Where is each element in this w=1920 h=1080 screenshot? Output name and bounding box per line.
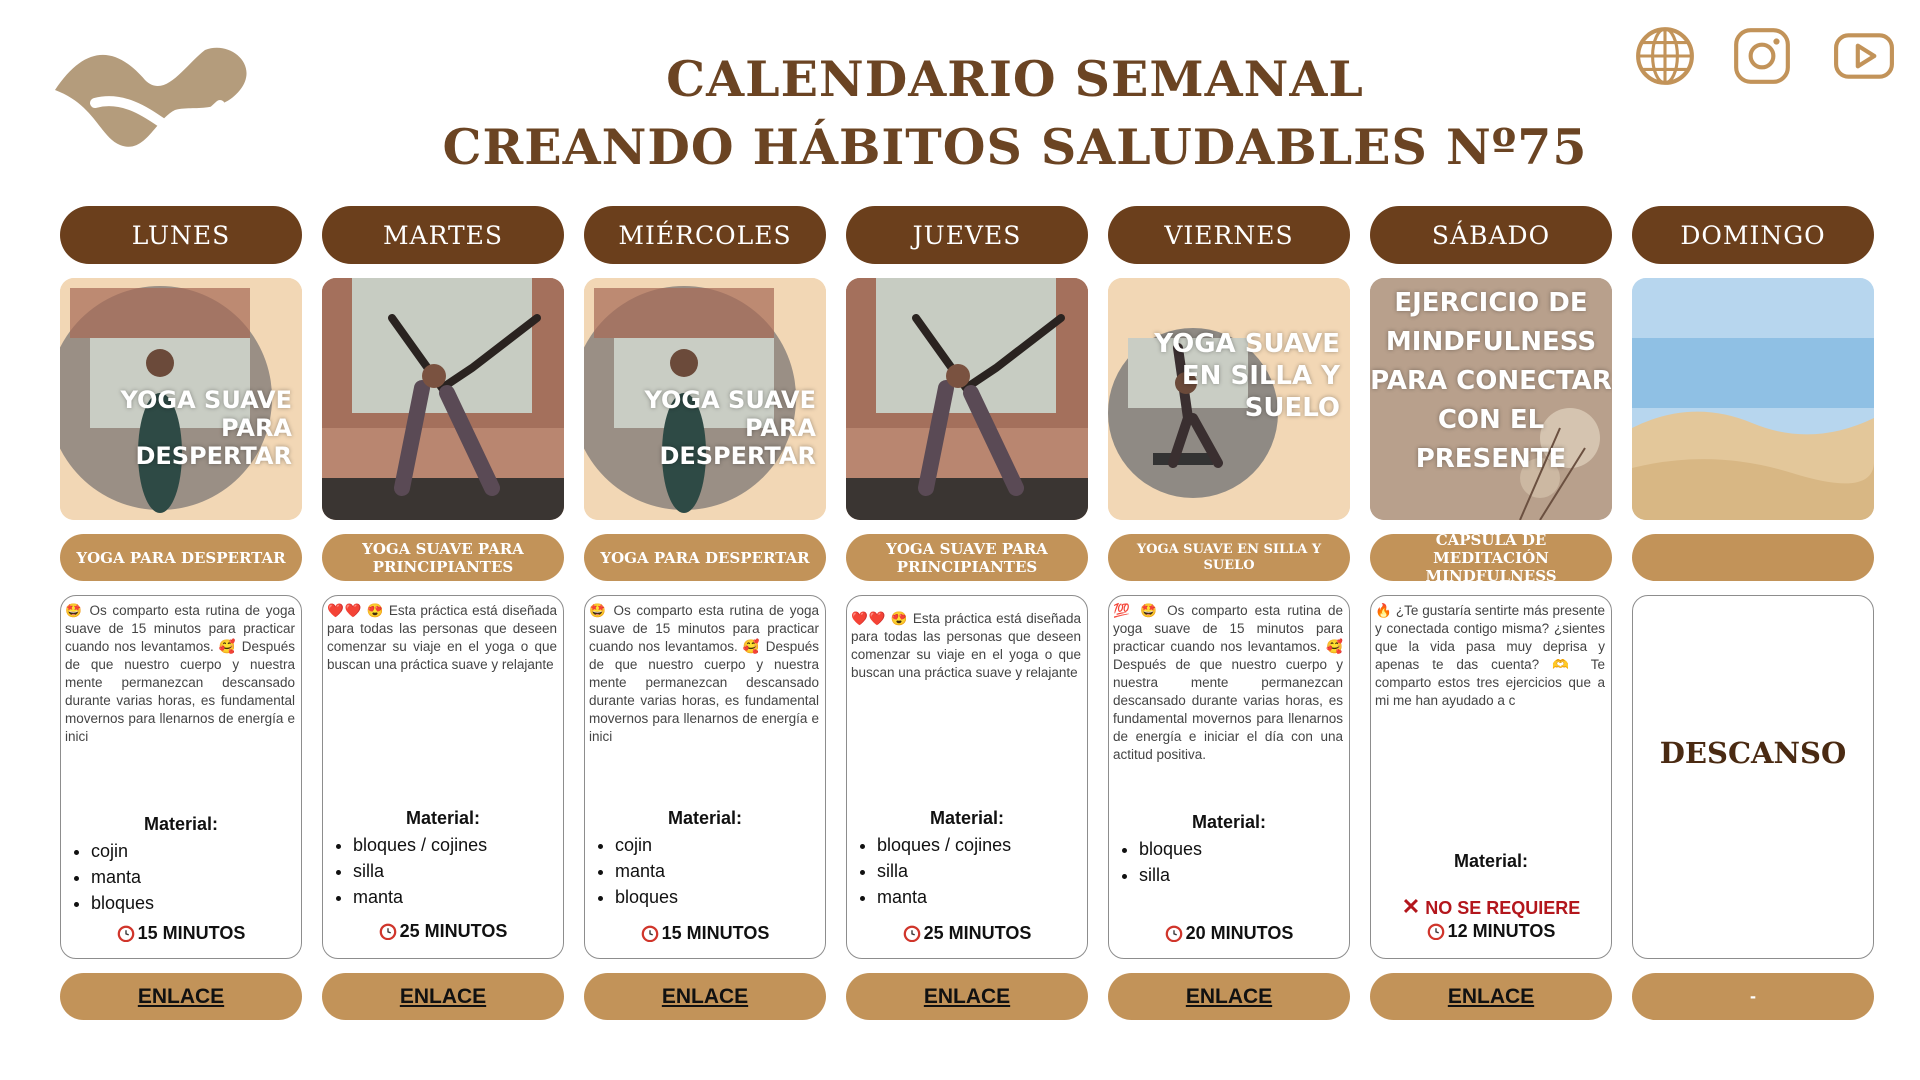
material-item: • bloques [615, 884, 678, 910]
day-header: MIÉRCOLES [584, 206, 826, 264]
social-links [1634, 25, 1900, 87]
alarm-clock-icon [1165, 924, 1183, 942]
video-thumbnail[interactable] [322, 278, 564, 520]
material-item: • manta [91, 864, 154, 890]
material-item: • bloques / cojines [877, 832, 1011, 858]
video-thumbnail[interactable] [1370, 278, 1612, 520]
class-name-badge: YOGA SUAVE PARA PRINCIPIANTES [322, 534, 564, 581]
duration [1109, 923, 1349, 944]
video-link-button[interactable]: ENLACE [584, 973, 826, 1020]
class-name-badge: YOGA SUAVE PARA PRINCIPIANTES [846, 534, 1088, 581]
class-description: 🔥 ¿Te gustaría sentirte más presente y conectada contigo misma? ¿sientes que la vida pasa muy deprisa y apenas te das cuenta? 🫶 Te comparto estos tres ejercicios que a mi me han ayudado a c [1375, 603, 1605, 708]
thumbnail-title: YOGA SUAVE EN SILLA Y SUELO [1154, 329, 1340, 423]
thumbnail-title: YOGA SUAVE PARA DESPERTAR [644, 386, 816, 470]
class-description: 💯 🤩 Os comparto esta rutina de yoga suave de 15 minutos para practicar cuando nos levantamos. 🥰 Después de que nuestro cuerpo y nuestra mente permanezcan descansado durante varias horas, es fundamental movernos para llenarnos de energía e iniciar el día con una actitud positiva. [1113, 603, 1343, 762]
thumbnail-title: YOGA SUAVE PARA DESPERTAR [120, 386, 292, 470]
day-column-viernes [1108, 206, 1350, 1020]
day-header: JUEVES [846, 206, 1088, 264]
yoga-pose-image [846, 278, 1088, 520]
title-line-2: CREANDO HÁBITOS SALUDABLES Nº75 [442, 118, 1588, 176]
day-column-jueves [846, 206, 1088, 1020]
material-item: • silla [1139, 862, 1202, 888]
video-thumbnail[interactable] [60, 278, 302, 520]
duration-label: 12 MINUTOS [1447, 921, 1556, 941]
duration-label: 15 MINUTOS [137, 923, 246, 943]
material-heading: Material: [1191, 812, 1267, 832]
material-list [1109, 836, 1202, 888]
class-details-card [60, 595, 302, 959]
class-name-badge: YOGA PARA DESPERTAR [60, 534, 302, 581]
video-thumbnail[interactable] [1108, 278, 1350, 520]
class-details-card [846, 595, 1088, 959]
class-description: ❤️❤️ 😍 Esta práctica está diseñada para todas las personas que deseen comenzar su viaje en el yoga o que buscan una práctica suave y relajante [851, 611, 1081, 680]
duration-label: 20 MINUTOS [1185, 923, 1294, 943]
video-thumbnail[interactable] [584, 278, 826, 520]
material-item: • bloques [1139, 836, 1202, 862]
day-header: LUNES [60, 206, 302, 264]
material-list [585, 832, 678, 910]
title-line-1: CALENDARIO SEMANAL [666, 50, 1364, 108]
cross-icon: ✕ [1401, 894, 1421, 919]
alarm-clock-icon [379, 922, 397, 940]
material-heading: Material: [1453, 851, 1529, 871]
no-material-required [1371, 894, 1611, 920]
alarm-clock-icon [1427, 922, 1445, 940]
material-heading: Material: [405, 808, 481, 828]
video-link-button: - [1632, 973, 1874, 1020]
duration-label: 25 MINUTOS [399, 921, 508, 941]
duration [847, 923, 1087, 944]
material-heading: Material: [143, 814, 219, 834]
video-thumbnail[interactable] [846, 278, 1088, 520]
rest-label: DESCANSO [1659, 736, 1847, 770]
class-name-badge: CAPSULA DE MEDITACIÓN MINDFULNESS [1370, 534, 1612, 581]
day-column-domingo [1632, 206, 1874, 1020]
duration [585, 923, 825, 944]
class-description: ❤️❤️ 😍 Esta práctica está diseñada para todas las personas que deseen comenzar su viaje en el yoga o que buscan una práctica suave y relajante [327, 603, 557, 672]
beach-sand-image [1632, 278, 1874, 520]
day-header: VIERNES [1108, 206, 1350, 264]
instagram-icon[interactable] [1731, 25, 1793, 87]
material-item: • silla [353, 858, 487, 884]
day-header: DOMINGO [1632, 206, 1874, 264]
day-column-martes [322, 206, 564, 1020]
class-details-card [322, 595, 564, 959]
duration [61, 923, 301, 944]
class-description: 🤩 Os comparto esta rutina de yoga suave de 15 minutos para practicar cuando nos levantamos. 🥰 Después de que nuestro cuerpo y nuestra mente permanezcan descansado durante varias horas, es fundamental movernos para llenarnos de energía e inici [589, 603, 819, 744]
day-header: MARTES [322, 206, 564, 264]
duration-label: 15 MINUTOS [661, 923, 770, 943]
material-item: • cojin [615, 832, 678, 858]
youtube-icon[interactable] [1828, 25, 1900, 87]
video-link-button[interactable]: ENLACE [322, 973, 564, 1020]
video-link-button[interactable]: ENLACE [60, 973, 302, 1020]
day-column-sabado [1370, 206, 1612, 1020]
alarm-clock-icon [641, 924, 659, 942]
material-list [61, 838, 154, 916]
material-item: • cojin [91, 838, 154, 864]
class-description: 🤩 Os comparto esta rutina de yoga suave de 15 minutos para practicar cuando nos levantamos. 🥰 Después de que nuestro cuerpo y nuestra mente permanezcan descansado durante varias horas, es fundamental movernos para llenarnos de energía e inici [65, 603, 295, 744]
class-details-card [1370, 595, 1612, 959]
duration-label: 25 MINUTOS [923, 923, 1032, 943]
class-name-badge [1632, 534, 1874, 581]
material-item: • bloques / cojines [353, 832, 487, 858]
video-link-button[interactable]: ENLACE [1108, 973, 1350, 1020]
duration [1371, 921, 1611, 942]
material-heading: Material: [667, 808, 743, 828]
material-list [847, 832, 1011, 910]
material-item: • manta [615, 858, 678, 884]
duration [323, 921, 563, 942]
class-name-badge: YOGA PARA DESPERTAR [584, 534, 826, 581]
yoga-pose-image [322, 278, 564, 520]
week-columns [60, 206, 1874, 1020]
material-item: • manta [877, 884, 1011, 910]
no-material-label: NO SE REQUIERE [1425, 898, 1581, 918]
material-item: • silla [877, 858, 1011, 884]
material-heading: Material: [929, 808, 1005, 828]
page-title [0, 45, 1920, 181]
alarm-clock-icon [903, 924, 921, 942]
day-column-miercoles [584, 206, 826, 1020]
material-item: • manta [353, 884, 487, 910]
beach-image [1632, 278, 1874, 520]
thumbnail-title: EJERCICIO DE MINDFULNESS PARA CONECTAR CON EL PRESENTE [1370, 288, 1612, 474]
class-details-card [1108, 595, 1350, 959]
globe-icon[interactable] [1634, 25, 1696, 87]
material-list [323, 832, 487, 910]
alarm-clock-icon [117, 924, 135, 942]
class-name-badge: YOGA SUAVE EN SILLA Y SUELO [1108, 534, 1350, 581]
rest-day-card [1632, 595, 1874, 959]
day-header: SÁBADO [1370, 206, 1612, 264]
class-details-card [584, 595, 826, 959]
material-item: • bloques [91, 890, 154, 916]
video-link-button[interactable]: ENLACE [1370, 973, 1612, 1020]
video-link-button[interactable]: ENLACE [846, 973, 1088, 1020]
day-column-lunes [60, 206, 302, 1020]
